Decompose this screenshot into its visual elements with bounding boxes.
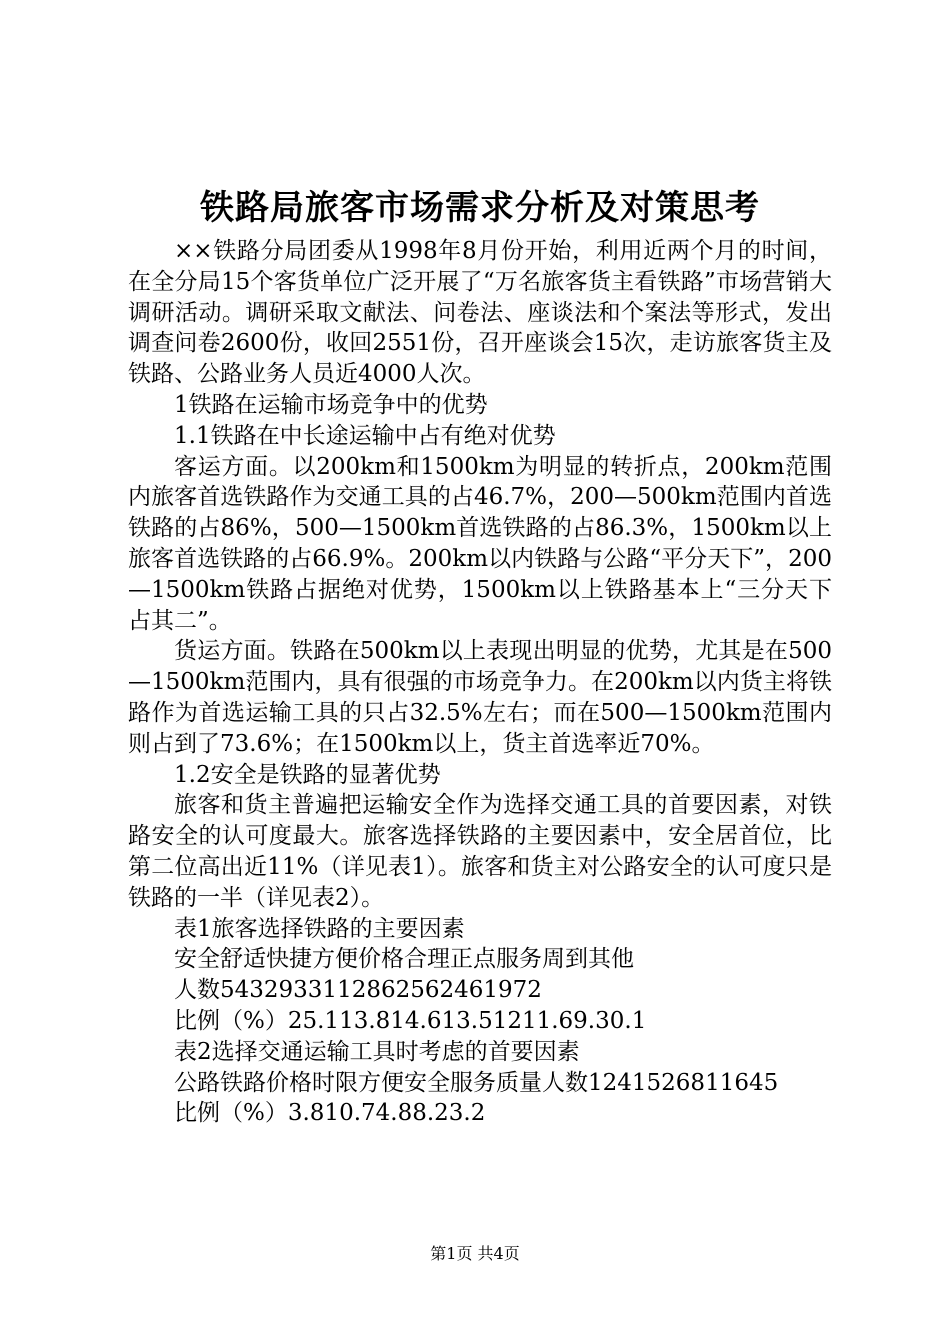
- document-body: [128, 236, 832, 1129]
- table-row: 安全舒适快捷方便价格合理正点服务周到其他: [174, 946, 634, 973]
- paragraph-intro: ××铁路分局团委从1998年8月份开始，利用近两个月的时间，在全分局15个客货单位广泛开展了“万名旅客货主看铁路”市场营销大调研活动。调研采取文献法、问卷法、座谈法和个案法等形式，发出调查问卷2600份，收回2551份，召开座谈会15次，走访旅客货主及铁路、公路业务人员近4000人次。: [128, 238, 832, 388]
- paragraph-passenger: 客运方面。以200km和1500km为明显的转折点，200km范围内旅客首选铁路作为交通工具的占46.7%，200—500km范围内首选铁路的占86%，500—1500km首选铁路的占86.3%，1500km以上旅客首选铁路的占66.9%。200km以内铁路与公路“平分天下”，200—1500km铁路占据绝对优势，1500km以上铁路基本上“三分天下占其二”。: [128, 453, 832, 634]
- table-row: 比例（%）3.810.74.88.23.2: [174, 1100, 486, 1127]
- section-heading: 1铁路在运输市场竞争中的优势: [174, 391, 488, 418]
- table-caption: 表1旅客选择铁路的主要因素: [174, 915, 465, 942]
- subsection-heading: 1.2安全是铁路的显著优势: [174, 761, 441, 788]
- subsection-heading: 1.1铁路在中长途运输中占有绝对优势: [174, 422, 556, 449]
- table-caption: 表2选择交通运输工具时考虑的首要因素: [174, 1038, 580, 1065]
- table-row: 公路铁路价格时限方便安全服务质量人数1241526811645: [174, 1069, 779, 1096]
- table-row: 人数5432933112862562461972: [174, 977, 542, 1004]
- table-row: 比例（%）25.113.814.613.51211.69.30.1: [174, 1007, 647, 1034]
- document-title: 铁路局旅客市场需求分析及对策思考: [200, 188, 760, 228]
- paragraph-freight: 货运方面。铁路在500km以上表现出明显的优势，尤其是在500—1500km范围内，具有很强的市场竞争力。在200km以内货主将铁路作为首选运输工具的只占32.5%左右；而在500—1500km范围内则占到了73.6%；在1500km以上，货主首选率近70%。: [128, 638, 832, 757]
- page-footer: 第1页 共4页: [430, 1244, 520, 1263]
- paragraph-safety: 旅客和货主普遍把运输安全作为选择交通工具的首要因素，对铁路安全的认可度最大。旅客选择铁路的主要因素中，安全居首位，比第二位高出近11%（详见表1）。旅客和货主对公路安全的认可度只是铁路的一半（详见表2）。: [128, 792, 832, 911]
